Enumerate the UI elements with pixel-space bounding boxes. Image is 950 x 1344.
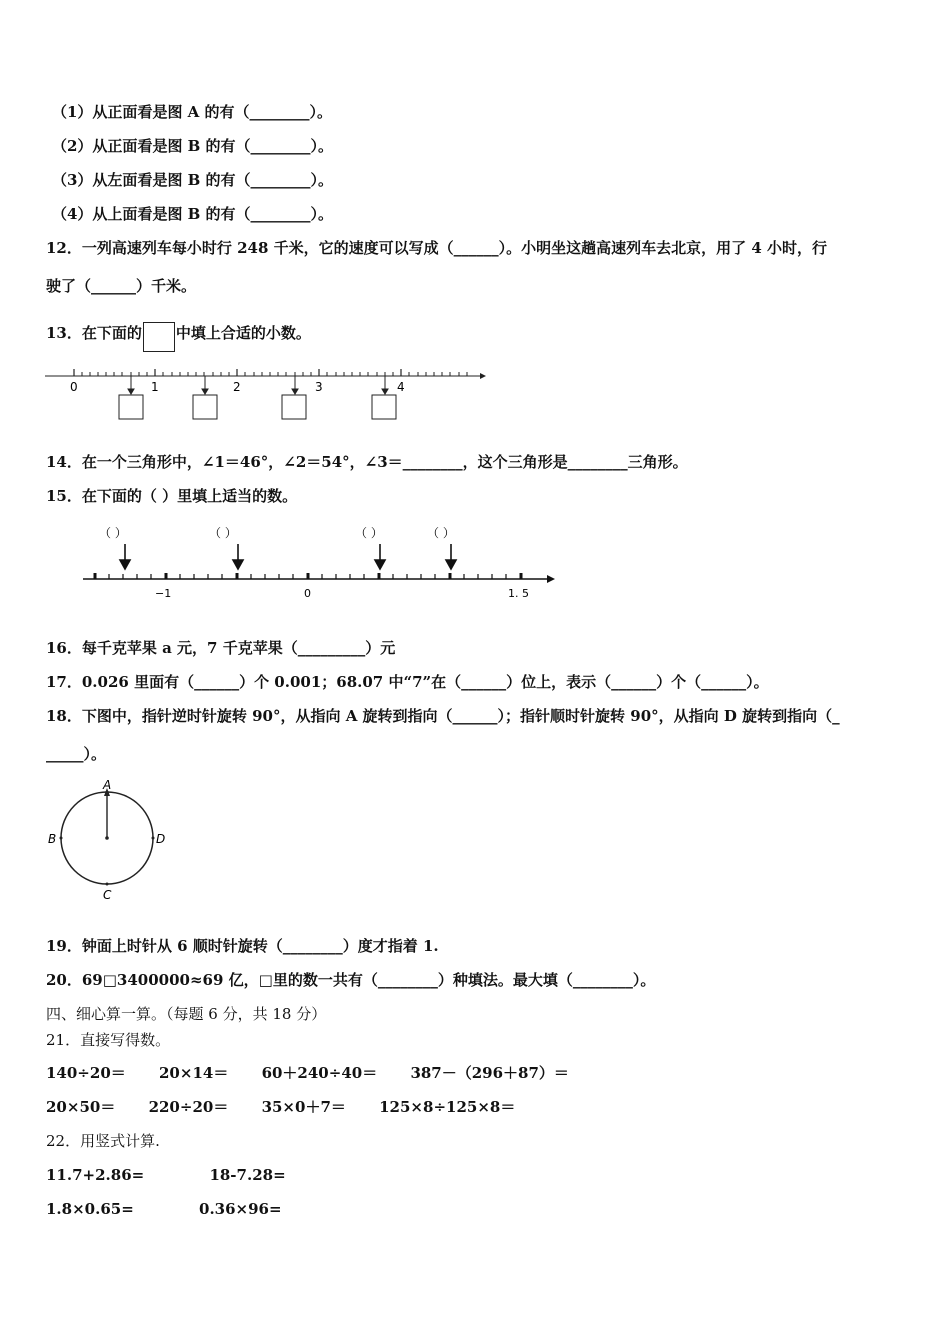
q21-row-2 — [46, 1097, 515, 1117]
q13-answer-box-3[interactable] — [282, 395, 306, 419]
q13-answer-box-4[interactable] — [372, 395, 396, 419]
q20-question: 20．69□3400000≈69 亿，□里的数一共有（________）种填法。最大填（________）。 — [46, 971, 656, 989]
q13-tick-label-0: 0 — [70, 380, 78, 394]
q18-line-1: 18．下图中，指针逆时针旋转 90°，从指向 A 旋转到指向（______）；指针顺时针旋转 90°，从指向 D 旋转到指向（_ — [46, 707, 840, 725]
q13-minor-ticks — [74, 372, 467, 376]
q15-arrows — [120, 544, 456, 569]
q13-prefix: 13．在下面的 — [46, 324, 142, 342]
q15-label-zero: 0 — [304, 587, 311, 600]
q12-line-1: 12．一列高速列车每小时行 248 千米，它的速度可以写成（______）。小明坐这趟高速列车去北京，用了 4 小时，行 — [46, 239, 828, 257]
q18-line-2: _____）。 — [46, 745, 107, 763]
q12-line-2: 驶了（______）千米。 — [46, 277, 197, 295]
q11-item-4: （4）从上面看是图 B 的有（________）。 — [52, 205, 334, 223]
q15-number-line — [75, 520, 565, 605]
q15-paren-2: （ ） — [209, 526, 237, 540]
section-4-title: 四、细心算一算。（每题 6 分，共 18 分） — [46, 1005, 327, 1023]
q21-title: 21．直接写得数。 — [46, 1031, 171, 1049]
q17-question: 17．0.026 里面有（______）个 0.001；68.07 中“7”在（______）位上，表示（______）个（______）。 — [46, 673, 769, 691]
q21-item: 387－（296＋87）＝ — [410, 1064, 569, 1082]
q21-row-1 — [46, 1063, 569, 1083]
q13-answer-box-1[interactable] — [119, 395, 143, 419]
q13-answer-box-2[interactable] — [193, 395, 217, 419]
q22-item: 11.7+2.86= — [46, 1166, 145, 1184]
q21-item: 60＋240÷40＝ — [261, 1064, 378, 1082]
q13-tick-label-1: 1 — [151, 380, 159, 394]
q13-tick-label-4: 4 — [397, 380, 405, 394]
q15-label-minus-one: −1 — [155, 587, 172, 600]
q21-item: 35×0＋7＝ — [261, 1098, 346, 1116]
q15-label-one-point-five: 1. 5 — [508, 587, 529, 600]
q11-item-3: （3）从左面看是图 B 的有（________）。 — [52, 171, 334, 189]
q21-item: 20×50＝ — [46, 1098, 116, 1116]
q18-compass-diagram — [40, 775, 180, 905]
q15-question: 15．在下面的（ ）里填上适当的数。 — [46, 487, 298, 505]
q21-item: 125×8÷125×8＝ — [379, 1098, 516, 1116]
q13-tick-label-3: 3 — [315, 380, 323, 394]
q13-number-line — [40, 360, 490, 426]
q16-question: 16．每千克苹果 a 元，7 千克苹果（_________）元 — [46, 639, 396, 657]
q19-question: 19．钟面上时针从 6 顺时针旋转（________）度才指着 1. — [46, 937, 439, 955]
q22-row-2 — [46, 1199, 282, 1219]
q18-point-a: A — [103, 778, 112, 792]
q22-item: 0.36×96= — [199, 1200, 282, 1218]
q22-item: 18-7.28= — [209, 1166, 286, 1184]
q13-arrows — [128, 376, 388, 394]
q22-title: 22．用竖式计算. — [46, 1132, 160, 1150]
q11-item-2: （2）从正面看是图 B 的有（________）。 — [52, 137, 334, 155]
q14-question: 14．在一个三角形中，∠1＝46°，∠2＝54°，∠3＝________，这个三角形是________三角形。 — [46, 453, 688, 471]
q13-tick-label-2: 2 — [233, 380, 241, 394]
q11-item-1: （1）从正面看是图 A 的有（________）。 — [52, 103, 333, 121]
q21-item: 220÷20＝ — [148, 1098, 229, 1116]
q13-suffix: 中填上合适的小数。 — [175, 324, 311, 342]
q15-paren-4: （ ） — [427, 526, 455, 540]
q21-item: 140÷20＝ — [46, 1064, 126, 1082]
q15-paren-3: （ ） — [355, 526, 383, 540]
q18-point-d: D — [156, 832, 166, 846]
q21-item: 20×14＝ — [159, 1064, 229, 1082]
q15-ticks — [95, 573, 521, 579]
q15-paren-1: （ ） — [99, 526, 127, 540]
q22-row-1 — [46, 1165, 286, 1185]
q18-point-b: B — [48, 832, 57, 846]
q13-question — [46, 322, 311, 352]
q22-item: 1.8×0.65= — [46, 1200, 134, 1218]
q18-point-c: C — [103, 888, 112, 902]
q13-box-symbol — [143, 322, 175, 352]
